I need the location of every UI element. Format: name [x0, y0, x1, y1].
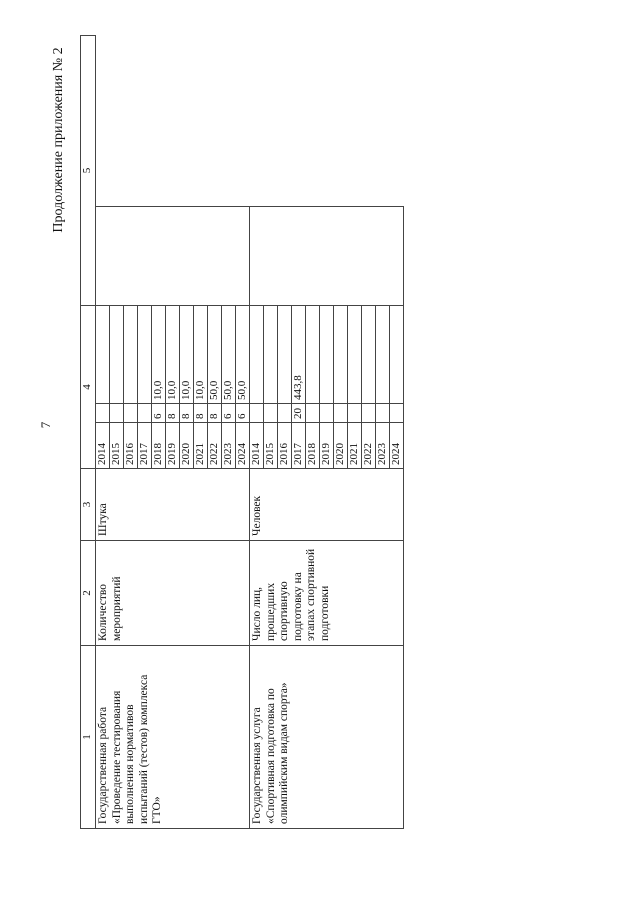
price-cell	[124, 306, 138, 404]
volume-cell: 6	[236, 404, 250, 423]
price-cell	[306, 306, 320, 404]
volume-cell: 8	[180, 404, 194, 423]
volume-cell: 6	[152, 404, 166, 423]
price-cell	[250, 306, 264, 404]
volume-cell	[124, 404, 138, 423]
volume-cell	[362, 404, 376, 423]
volume-cell	[250, 404, 264, 423]
year-cell: 2019	[166, 423, 180, 469]
page-number: 7	[38, 421, 53, 429]
volume-cell: 6	[222, 404, 236, 423]
volume-cell	[390, 404, 404, 423]
price-cell	[390, 306, 404, 404]
price-cell	[362, 306, 376, 404]
price-cell: 443,8	[292, 306, 306, 404]
col-header-3: 3	[81, 469, 96, 541]
price-cell	[348, 306, 362, 404]
col-header-5: 5	[81, 36, 96, 306]
volume-cell	[320, 404, 334, 423]
volume-cell: 8	[208, 404, 222, 423]
table-row	[250, 36, 264, 829]
group-unit: Штука	[96, 469, 250, 541]
year-cell: 2021	[348, 423, 362, 469]
year-cell: 2023	[222, 423, 236, 469]
year-cell: 2022	[362, 423, 376, 469]
volume-cell	[376, 404, 390, 423]
col-header-1: 1	[81, 646, 96, 829]
year-cell: 2024	[390, 423, 404, 469]
volume-cell: 20	[292, 404, 306, 423]
page-heading: Продолжение приложения № 2	[51, 47, 66, 233]
price-cell	[110, 306, 124, 404]
year-cell: 2015	[264, 423, 278, 469]
blank-cell	[250, 207, 404, 306]
price-cell	[278, 306, 292, 404]
volume-cell	[348, 404, 362, 423]
year-cell: 2016	[278, 423, 292, 469]
price-cell	[138, 306, 152, 404]
price-cell: 10,0	[166, 306, 180, 404]
rotated-table-container	[80, 36, 633, 829]
year-cell: 2014	[96, 423, 110, 469]
volume-cell	[334, 404, 348, 423]
volume-cell: 8	[194, 404, 208, 423]
volume-cell	[278, 404, 292, 423]
blank-cell	[96, 207, 250, 306]
col-header-4: 4	[81, 306, 96, 469]
price-cell	[264, 306, 278, 404]
price-cell: 50,0	[236, 306, 250, 404]
volume-cell	[306, 404, 320, 423]
group-indicator: Количество мероприятий	[96, 541, 250, 646]
price-cell	[320, 306, 334, 404]
year-cell: 2014	[250, 423, 264, 469]
year-cell: 2020	[334, 423, 348, 469]
price-cell	[376, 306, 390, 404]
table-sheet	[80, 36, 633, 829]
price-cell: 10,0	[180, 306, 194, 404]
year-cell: 2016	[124, 423, 138, 469]
volume-cell	[96, 404, 110, 423]
group-unit: Человек	[250, 469, 404, 541]
price-cell	[96, 306, 110, 404]
price-cell: 10,0	[194, 306, 208, 404]
group-indicator: Число лиц, прошедших спортивную подготовку на этапах спортивной подготовки	[250, 541, 404, 646]
year-cell: 2017	[138, 423, 152, 469]
year-cell: 2020	[180, 423, 194, 469]
year-cell: 2024	[236, 423, 250, 469]
year-cell: 2015	[110, 423, 124, 469]
year-cell: 2019	[320, 423, 334, 469]
volume-cell	[138, 404, 152, 423]
year-cell: 2022	[208, 423, 222, 469]
year-cell: 2018	[306, 423, 320, 469]
year-cell: 2018	[152, 423, 166, 469]
group-name: Государственная услуга «Спортивная подготовка по олимпийским видам спорта»	[250, 646, 404, 829]
year-cell: 2017	[292, 423, 306, 469]
group-name: Государственная работа «Проведение тестирования выполнения нормативов испытаний (тестов) комплекса ГТО»	[96, 646, 250, 829]
data-table	[80, 35, 404, 829]
header-row	[81, 36, 96, 829]
volume-cell	[264, 404, 278, 423]
volume-cell: 8	[166, 404, 180, 423]
price-cell: 10,0	[152, 306, 166, 404]
price-cell: 50,0	[208, 306, 222, 404]
price-cell: 50,0	[222, 306, 236, 404]
year-cell: 2021	[194, 423, 208, 469]
table-row	[96, 36, 110, 829]
col-header-2: 2	[81, 541, 96, 646]
year-cell: 2023	[376, 423, 390, 469]
price-cell	[334, 306, 348, 404]
volume-cell	[110, 404, 124, 423]
